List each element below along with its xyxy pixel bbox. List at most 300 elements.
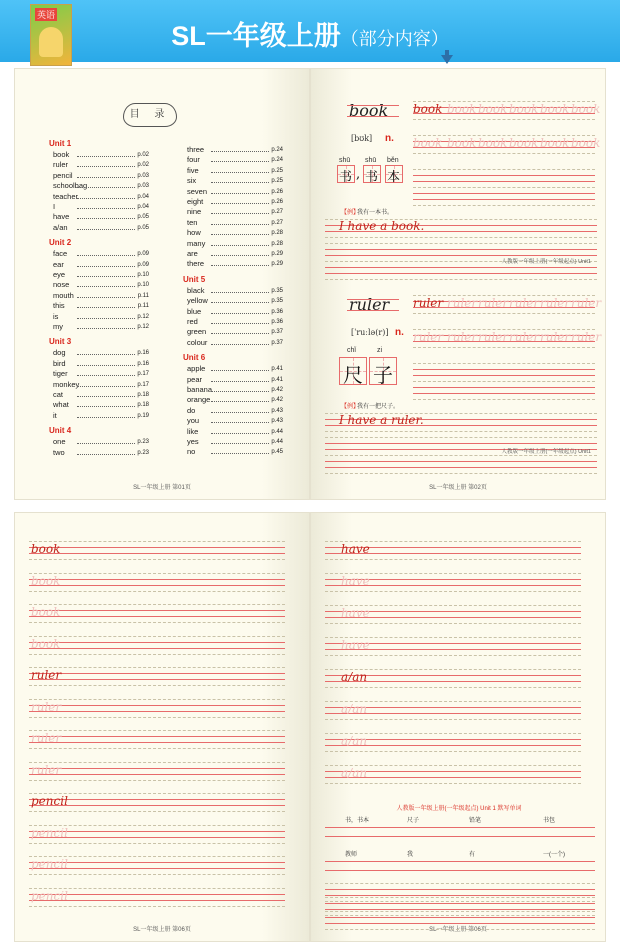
- guide-line: [29, 705, 285, 706]
- ghost-word: ruler: [447, 330, 478, 344]
- entry-page: p.37: [271, 329, 283, 336]
- guide-line: [29, 547, 285, 548]
- contents-entry: [187, 385, 283, 395]
- leader-dots: [77, 166, 135, 167]
- guide-line: [29, 636, 285, 637]
- entry-page: p.29: [271, 261, 283, 268]
- chinese-character: 本: [387, 170, 401, 185]
- model-word: a/an: [341, 670, 368, 684]
- entry-word: ear: [53, 259, 64, 269]
- guide-line: [413, 153, 595, 154]
- example-chinese: 我有一本书。: [357, 210, 394, 216]
- leader-dots: [77, 406, 135, 407]
- model-word: have: [341, 542, 370, 556]
- entry-page: p.09: [137, 251, 149, 258]
- entry-page: p.44: [271, 439, 283, 445]
- top-banner: [0, 0, 620, 62]
- guide-line: [29, 906, 285, 907]
- entry-page: p.12: [137, 313, 149, 320]
- phonetic-text: [ˈruːlə(r)]: [351, 328, 389, 337]
- entry-word: pear: [187, 374, 203, 384]
- entry-word: face: [53, 249, 68, 259]
- contents-entry: [53, 369, 149, 379]
- headword-guide: [347, 105, 399, 117]
- contents-entry: [187, 155, 283, 165]
- entry-page: p.26: [271, 188, 283, 195]
- entry-page: p.16: [137, 350, 149, 357]
- guide-line: [325, 751, 581, 752]
- page-footer: SL一年级上册 第06页: [133, 927, 191, 933]
- entry-word: six: [187, 176, 197, 186]
- entry-page: p.10: [137, 282, 149, 289]
- entry-page: p.23: [137, 449, 149, 456]
- entry-page: p.04: [137, 204, 149, 210]
- guide-line: [29, 667, 285, 668]
- contents-entry: [53, 181, 149, 191]
- entry-page: p.41: [271, 366, 283, 373]
- entry-word: dog: [53, 348, 66, 358]
- entry-word: seven: [187, 186, 208, 196]
- entry-word: is: [53, 311, 59, 321]
- guide-line: [325, 455, 597, 456]
- guide-line: [325, 243, 597, 244]
- guide-line: [413, 393, 595, 394]
- guide-line: [325, 255, 597, 256]
- pinyin-text: shū: [339, 157, 351, 164]
- separator-comma: ,: [356, 167, 361, 182]
- ghost-word: ruler: [31, 731, 62, 745]
- unit-heading: Unit 5: [183, 274, 206, 284]
- entry-word: yes: [187, 437, 199, 446]
- model-word: ruler: [31, 668, 62, 682]
- entry-word: this: [53, 301, 65, 311]
- guide-line: [325, 883, 595, 884]
- leader-dots: [77, 187, 135, 188]
- entry-page: p.10: [137, 272, 149, 278]
- arrow-down-icon: [441, 55, 453, 64]
- entry-word: tiger: [53, 369, 68, 379]
- guide-line: [325, 655, 581, 656]
- pinyin-text: chǐ: [347, 347, 356, 354]
- chinese-character: 尺: [343, 363, 363, 387]
- pinyin-text: shū: [365, 157, 377, 164]
- leader-dots: [77, 417, 135, 418]
- leader-dots: [211, 412, 269, 413]
- entry-page: p.11: [137, 303, 149, 310]
- dictation-prompt: 有: [469, 852, 476, 858]
- banner-title-sub: （部分内容）: [340, 29, 449, 49]
- leader-dots: [77, 386, 135, 387]
- entry-word: what: [53, 400, 69, 410]
- dictation-prompt: 我: [407, 852, 414, 858]
- leader-dots: [211, 292, 269, 293]
- ghost-word: book: [540, 136, 570, 150]
- guide-line: [325, 559, 581, 560]
- leader-dots: [211, 381, 269, 382]
- guide-line: [413, 205, 595, 206]
- leader-dots: [211, 333, 269, 334]
- entry-page: p.35: [271, 298, 283, 305]
- ghost-word: book: [447, 136, 477, 150]
- entry-page: p.11: [137, 292, 149, 299]
- contents-entry: [53, 192, 149, 202]
- guide-line: [325, 897, 595, 898]
- guide-line: [29, 654, 285, 655]
- contents-entry: [53, 448, 149, 458]
- guide-line: [29, 717, 285, 718]
- guide-line: [325, 473, 597, 474]
- entry-word: mouth: [53, 290, 74, 300]
- leader-dots: [211, 203, 269, 204]
- word-headword: book: [349, 101, 389, 120]
- entry-page: p.17: [137, 381, 149, 388]
- contents-entry: [187, 364, 283, 374]
- contents-entry: [187, 447, 283, 457]
- unit-heading: Unit 1: [49, 139, 72, 148]
- guide-line: [413, 199, 595, 200]
- guide-line: [29, 736, 285, 737]
- entry-word: orange: [187, 395, 211, 405]
- entry-word: have: [53, 212, 70, 222]
- ghost-word: book: [509, 136, 539, 150]
- guide-line: [325, 591, 581, 592]
- ghost-word: have: [341, 638, 370, 652]
- ghost-word: ruler: [509, 296, 540, 310]
- leader-dots: [211, 245, 269, 246]
- model-word: book: [413, 102, 443, 116]
- leader-dots: [211, 151, 269, 152]
- entry-word: three: [187, 145, 205, 154]
- entry-word: colour: [187, 337, 208, 347]
- ghost-word: a/an: [341, 766, 368, 780]
- entry-word: there: [187, 259, 205, 269]
- entry-page: p.25: [271, 167, 283, 174]
- leader-dots: [77, 454, 135, 455]
- contents-entry: [187, 307, 283, 317]
- guide-line: [413, 181, 595, 182]
- contents-entry: [53, 212, 149, 222]
- guide-line: [29, 559, 285, 560]
- entry-word: eight: [187, 197, 204, 206]
- guide-line: [29, 579, 285, 580]
- guide-line: [29, 616, 285, 617]
- guide-line: [413, 363, 595, 364]
- word-practice-page: [310, 68, 606, 500]
- entry-word: ruler: [53, 160, 69, 170]
- page-footer: SL一年级上册 第01页: [133, 485, 191, 491]
- guide-line: [413, 369, 595, 370]
- ghost-word: book: [478, 136, 508, 150]
- ghost-word: ruler: [571, 330, 602, 344]
- contents-entry: [53, 411, 149, 421]
- entry-page: p.03: [137, 183, 149, 190]
- guide-line: [325, 623, 581, 624]
- contents-entry: [187, 338, 283, 348]
- guide-line: [325, 911, 595, 912]
- entry-word: cat: [53, 390, 64, 399]
- headword-guide: [347, 299, 399, 311]
- entry-page: p.29: [271, 251, 283, 257]
- leader-dots: [211, 302, 269, 303]
- ghost-word: have: [341, 574, 370, 588]
- entry-word: red: [187, 317, 198, 326]
- contents-entry: [53, 348, 149, 358]
- contents-entry: [53, 380, 149, 390]
- contents-entry: [53, 150, 149, 160]
- entry-word: eye: [53, 270, 66, 279]
- ghost-word: book: [540, 102, 570, 116]
- entry-word: monkey: [53, 379, 80, 389]
- entry-page: p.03: [137, 172, 149, 179]
- entry-word: schoolbag: [53, 181, 88, 191]
- contents-entry: [187, 218, 283, 228]
- ghost-word: book: [571, 102, 601, 116]
- chinese-character: 书: [339, 170, 353, 185]
- dictation-prompt: 书包: [543, 818, 556, 824]
- leader-dots: [211, 161, 269, 162]
- copybook-page-left: [14, 512, 310, 942]
- guide-line: [29, 874, 285, 875]
- guide-line: [325, 443, 597, 444]
- entry-page: p.43: [271, 418, 283, 425]
- entry-word: two: [53, 447, 65, 457]
- leader-dots: [211, 422, 269, 423]
- guide-line: [29, 742, 285, 743]
- entry-word: five: [187, 165, 199, 175]
- ghost-word: pencil: [31, 857, 68, 871]
- guide-line: [29, 585, 285, 586]
- phonetic-text: [bʊk]: [351, 134, 373, 143]
- contents-entry: [53, 301, 149, 311]
- ghost-word: pencil: [31, 825, 68, 840]
- leader-dots: [211, 323, 269, 324]
- contents-page: [14, 68, 310, 500]
- entry-page: p.41: [271, 376, 283, 383]
- guide-line: [29, 553, 285, 554]
- guide-line: [325, 273, 597, 274]
- contents-title: 目 录: [123, 103, 177, 127]
- guide-line: [29, 768, 285, 769]
- entry-page: p.35: [271, 287, 283, 294]
- leader-dots: [211, 182, 269, 183]
- model-word: book: [31, 542, 61, 556]
- dictation-title: 人教版一年级上册(一年级起点) Unit 1 默写单词: [396, 806, 522, 812]
- contents-entry: [187, 187, 283, 197]
- entry-page: p.45: [271, 449, 283, 456]
- ghost-word: ruler: [413, 330, 444, 344]
- leader-dots: [211, 391, 269, 392]
- entry-word: blue: [187, 306, 202, 316]
- copybook-page-right: [310, 512, 606, 942]
- ghost-word: book: [509, 102, 539, 116]
- entry-page: p.02: [137, 162, 149, 169]
- answer-line: [325, 861, 595, 862]
- leader-dots: [211, 265, 269, 266]
- guide-line: [413, 375, 595, 376]
- guide-line: [29, 591, 285, 592]
- leader-dots: [211, 193, 269, 194]
- contents-entry: [53, 437, 149, 447]
- guide-line: [325, 267, 597, 268]
- ghost-word: book: [447, 102, 477, 116]
- guide-line: [325, 719, 581, 720]
- guide-line: [29, 573, 285, 574]
- contents-entry: [187, 207, 283, 217]
- leader-dots: [77, 177, 135, 178]
- ghost-word: ruler: [509, 330, 540, 344]
- guide-line: [413, 399, 595, 400]
- entry-page: p.24: [271, 157, 283, 164]
- ghost-word: have: [341, 606, 370, 620]
- guide-line: [29, 610, 285, 611]
- guide-line: [29, 748, 285, 749]
- guide-line: [325, 237, 597, 238]
- entry-word: nose: [53, 280, 70, 290]
- contents-entry: [53, 223, 149, 233]
- guide-line: [29, 699, 285, 700]
- guide-line: [29, 622, 285, 623]
- guide-line: [325, 783, 581, 784]
- contents-entry: [53, 270, 149, 280]
- ghost-word: ruler: [31, 762, 62, 777]
- entry-page: p.37: [271, 339, 283, 346]
- contents-entry: [53, 390, 149, 400]
- dictation-prompt: 一(一个): [543, 852, 565, 858]
- guide-line: [29, 730, 285, 731]
- entry-word: many: [187, 238, 206, 248]
- entry-page: p.42: [271, 397, 283, 404]
- entry-word: do: [187, 405, 196, 415]
- leader-dots: [211, 370, 269, 371]
- leader-dots: [211, 443, 269, 444]
- leader-dots: [77, 365, 135, 366]
- entry-page: p.44: [271, 428, 283, 435]
- example-label: 【例】: [341, 404, 360, 410]
- leader-dots: [77, 396, 135, 397]
- contents-entry: [187, 317, 283, 327]
- entry-word: green: [187, 327, 207, 337]
- leader-dots: [77, 276, 135, 277]
- guide-line: [29, 762, 285, 763]
- entry-page: p.18: [137, 402, 149, 409]
- guide-line: [325, 687, 581, 688]
- banner-title: [0, 14, 620, 53]
- ghost-word: ruler: [571, 296, 602, 310]
- guide-line: [325, 249, 597, 250]
- model-word: ruler: [413, 296, 444, 310]
- entry-page: p.43: [271, 407, 283, 414]
- leader-dots: [77, 208, 135, 209]
- dictation-prompt: 书，书本: [345, 818, 370, 824]
- guide-line: [29, 648, 285, 649]
- ghost-word: book: [478, 102, 508, 116]
- leader-dots: [211, 172, 269, 173]
- guide-line: [29, 811, 285, 812]
- entry-word: four: [187, 155, 200, 165]
- leader-dots: [77, 297, 135, 298]
- leader-dots: [211, 255, 269, 256]
- contents-entry: [53, 322, 149, 332]
- guide-line: [413, 187, 595, 188]
- leader-dots: [77, 328, 135, 329]
- leader-dots: [77, 229, 135, 230]
- ghost-word: ruler: [31, 699, 62, 714]
- contents-entry: [187, 427, 283, 437]
- entry-page: p.17: [137, 371, 149, 378]
- leader-dots: [211, 433, 269, 434]
- entry-word: ten: [187, 217, 198, 227]
- guide-line: [413, 193, 595, 194]
- guide-line: [29, 673, 285, 674]
- dictation-prompt: 铅笔: [469, 818, 482, 824]
- contents-entry: [187, 416, 283, 426]
- guide-line: [413, 381, 595, 382]
- chinese-character: 子: [373, 363, 393, 387]
- guide-line: [325, 929, 595, 930]
- pinyin-text: zi: [377, 347, 383, 354]
- guide-line: [325, 461, 597, 462]
- contents-entry: [187, 375, 283, 385]
- model-word: pencil: [31, 794, 68, 808]
- example-sentence: I have a ruler.: [339, 413, 424, 427]
- guide-line: [29, 541, 285, 542]
- leader-dots: [211, 213, 269, 214]
- entry-page: p.36: [271, 319, 283, 325]
- entry-word: one: [53, 437, 66, 447]
- guide-line: [29, 642, 285, 643]
- contents-entry: [53, 291, 149, 301]
- leader-dots: [77, 218, 135, 219]
- ghost-word: ruler: [478, 296, 509, 310]
- dictation-prompt: 尺子: [407, 818, 420, 824]
- guide-line: [413, 169, 595, 170]
- unit-heading: Unit 6: [183, 353, 206, 363]
- entry-word: pencil: [53, 170, 73, 180]
- part-of-speech: n.: [385, 133, 394, 144]
- guide-line: [325, 279, 597, 280]
- answer-line: [325, 836, 595, 837]
- example-chinese: 我有一把尺子。: [357, 404, 400, 410]
- leader-dots: [211, 344, 269, 345]
- unit-side-note: 人教版一年级上册(一年级起点) Unit1: [501, 449, 591, 455]
- contents-entry: [53, 260, 149, 270]
- entry-word: it: [53, 410, 57, 420]
- cover-label: 英语: [37, 10, 56, 20]
- guide-line: [413, 175, 595, 176]
- contents-entry: [187, 239, 283, 249]
- ghost-word: book: [31, 636, 61, 651]
- ghost-word: pencil: [31, 888, 68, 903]
- ghost-word: ruler: [478, 330, 509, 344]
- guide-line: [325, 917, 595, 918]
- entry-word: apple: [187, 364, 206, 374]
- leader-dots: [211, 224, 269, 225]
- entry-word: banana: [187, 385, 213, 394]
- leader-dots: [77, 375, 135, 376]
- unit-heading: Unit 4: [49, 426, 72, 436]
- leader-dots: [211, 401, 269, 402]
- page-footer: SL一年级上册 第02页: [429, 485, 487, 491]
- unit-side-note: 人教版一年级上册(一年级起点) Unit1: [501, 259, 591, 265]
- entry-word: book: [53, 150, 70, 159]
- entry-page: p.28: [271, 240, 283, 247]
- answer-line: [325, 870, 595, 871]
- entry-page: p.04: [137, 193, 149, 200]
- leader-dots: [77, 286, 135, 287]
- guide-line: [29, 780, 285, 781]
- leader-dots: [77, 255, 135, 256]
- guide-line: [325, 437, 597, 438]
